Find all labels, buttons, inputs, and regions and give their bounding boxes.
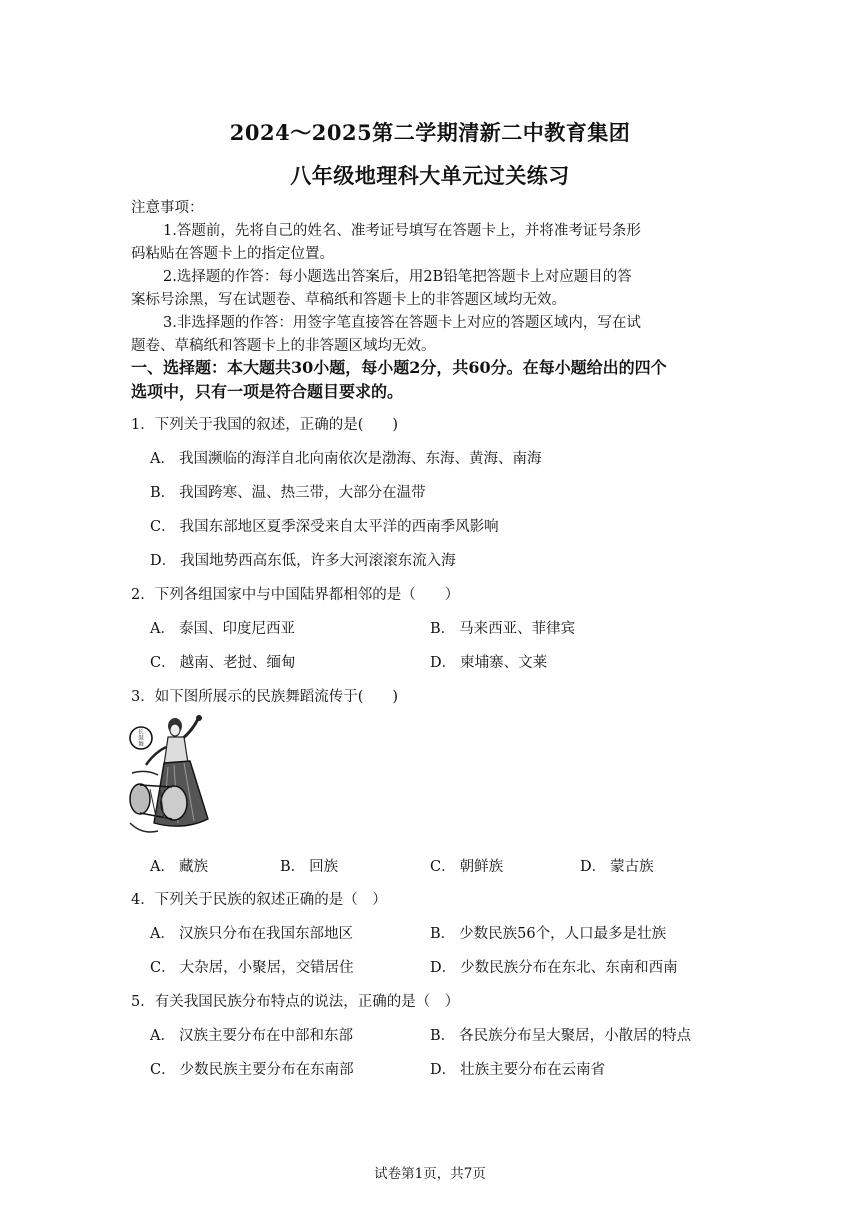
option-text: 少数民族分布在东北、东南和西南 <box>460 960 678 976</box>
option-label: B． <box>280 859 306 875</box>
option-text: 藏族 <box>178 859 208 875</box>
exam-title: 2024～2025第二学期清新二中教育集团 <box>229 120 631 145</box>
option-text: 大杂居，小聚居，交错居住 <box>179 960 354 976</box>
option-text: 我国跨寒、温、热三带，大部分在温带 <box>179 485 426 501</box>
section-header: 一、选择题：本大题共30小题，每小题2分，共60分。在每小题给出的四个 <box>131 358 667 377</box>
seal-label: 长鼓舞 <box>138 729 144 748</box>
option-text: 柬埔寨、文莱 <box>460 655 548 671</box>
option-a[interactable] <box>150 922 353 943</box>
option-c[interactable] <box>150 1058 354 1079</box>
option-label: A． <box>150 1028 175 1044</box>
option-label: C． <box>150 519 176 535</box>
option-text: 汉族主要分布在中部和东部 <box>178 1028 353 1044</box>
question-stem: 2．下列各组国家中与中国陆界都相邻的是（ ） <box>131 587 460 603</box>
option-text: 我国濒临的海洋自北向南依次是渤海、东海、黄海、南海 <box>178 451 542 467</box>
option-a[interactable] <box>150 447 541 468</box>
option-c[interactable] <box>150 515 499 536</box>
option-a[interactable] <box>150 1024 353 1045</box>
option-text: 各民族分布呈大聚居，小散居的特点 <box>459 1028 692 1044</box>
question-stem: 5．有关我国民族分布特点的说法，正确的是（ ） <box>131 994 460 1010</box>
option-label: D． <box>430 655 457 671</box>
option-b[interactable] <box>430 617 575 638</box>
option-text: 回族 <box>309 859 339 875</box>
option-label: C． <box>150 655 176 671</box>
option-a[interactable] <box>150 855 208 876</box>
notes-line: 1.答题前，先将自己的姓名、准考证号填写在答题卡上，并将准考证号条形 <box>163 223 641 239</box>
option-b[interactable] <box>430 1024 691 1045</box>
option-text: 泰国、印度尼西亚 <box>178 621 295 637</box>
question-stem: 3．如下图所展示的民族舞蹈流传于( ) <box>131 689 399 705</box>
dancer-raised-arm <box>182 719 198 739</box>
ribbon <box>132 771 158 775</box>
option-label: C． <box>150 960 176 976</box>
option-label: B． <box>430 926 456 942</box>
option-text: 我国地势西高东低，许多大河滚滚东流入海 <box>180 553 456 569</box>
dancer-lower-arm <box>146 747 166 765</box>
option-label: D． <box>150 553 177 569</box>
option-label: C． <box>430 859 456 875</box>
option-d[interactable] <box>430 956 678 977</box>
option-label: B． <box>430 621 456 637</box>
notes-line: 码粘贴在答题卡上的指定位置。 <box>131 246 334 262</box>
option-label: D． <box>430 960 457 976</box>
notes-heading: 注意事项： <box>131 200 204 216</box>
option-label: B． <box>430 1028 456 1044</box>
drum-left-head <box>130 784 150 814</box>
option-label: A． <box>150 451 175 467</box>
option-c[interactable] <box>430 855 503 876</box>
option-b[interactable] <box>430 922 666 943</box>
option-text: 马来西亚、菲律宾 <box>459 621 576 637</box>
option-b[interactable] <box>280 855 338 876</box>
option-text: 蒙古族 <box>610 859 654 875</box>
option-text: 少数民族56个，人口最多是壮族 <box>459 926 667 942</box>
option-text: 汉族只分布在我国东部地区 <box>178 926 353 942</box>
option-a[interactable] <box>150 617 295 638</box>
option-text: 越南、老挝、缅甸 <box>179 655 296 671</box>
option-label: D． <box>580 859 607 875</box>
ribbon <box>130 823 158 832</box>
option-label: A． <box>150 926 175 942</box>
drumstick-tip <box>196 715 202 721</box>
question-stem: 4．下列关于民族的叙述正确的是（ ） <box>131 892 387 908</box>
option-text: 我国东部地区夏季深受来自太平洋的西南季风影响 <box>179 519 499 535</box>
exam-subtitle: 八年级地理科大单元过关练习 <box>290 163 570 188</box>
option-d[interactable] <box>150 549 456 570</box>
notes-line: 题卷、草稿纸和答题卡上的非答题区域均无效。 <box>131 338 436 354</box>
dance-illustration <box>128 713 226 838</box>
notes-line: 3.非选择题的作答：用签字笔直接答在答题卡上对应的答题区域内，写在试 <box>163 315 641 331</box>
section-header: 选项中，只有一项是符合题目要求的。 <box>131 382 404 401</box>
option-b[interactable] <box>150 481 426 502</box>
option-label: A． <box>150 859 175 875</box>
option-text: 朝鲜族 <box>459 859 504 875</box>
notes-line: 案标号涂黑，写在试题卷、草稿纸和答题卡上的非答题区域均无效。 <box>131 292 566 308</box>
drum-right-head <box>161 786 187 820</box>
dancer-face <box>170 724 180 736</box>
option-d[interactable] <box>580 855 654 876</box>
option-text: 壮族主要分布在云南省 <box>460 1062 606 1078</box>
notes-line: 2.选择题的作答：每小题选出答案后，用2B铅笔把答题卡上对应题目的答 <box>163 269 632 285</box>
option-d[interactable] <box>430 1058 605 1079</box>
option-text: 少数民族主要分布在东南部 <box>179 1062 354 1078</box>
option-c[interactable] <box>150 956 354 977</box>
option-label: C． <box>150 1062 176 1078</box>
option-label: A． <box>150 621 175 637</box>
option-label: B． <box>150 485 176 501</box>
question-stem: 1．下列关于我国的叙述，正确的是( ) <box>131 417 399 433</box>
option-c[interactable] <box>150 651 296 672</box>
option-d[interactable] <box>430 651 547 672</box>
option-label: D． <box>430 1062 457 1078</box>
page-footer: 试卷第1页，共7页 <box>374 1166 486 1182</box>
